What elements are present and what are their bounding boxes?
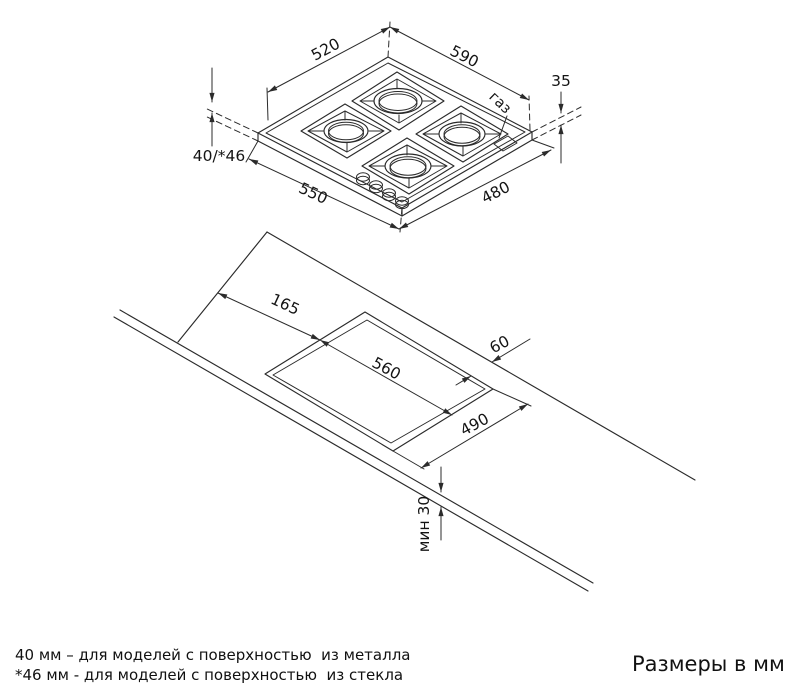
- cutout-inner-outline: [273, 320, 485, 443]
- dim-label-590: 590: [446, 41, 482, 72]
- dim-label-60: 60: [486, 332, 513, 358]
- dim-label-165: 165: [267, 290, 303, 319]
- worktop-cutout-view: [114, 232, 695, 591]
- dim-label-490: 490: [457, 409, 492, 440]
- burner-left: [301, 104, 391, 158]
- hob-isometric-view: [193, 22, 581, 232]
- cutout-outline: [265, 312, 493, 451]
- dim-label-35: 35: [551, 72, 571, 90]
- note-glass-surface: *46 мм - для моделей с поверхностью из стекла: [15, 666, 404, 684]
- dim-label-480: 480: [478, 177, 514, 208]
- dim-label-min-30: мин 30: [415, 495, 433, 553]
- units-caption: Размеры в мм: [632, 652, 785, 676]
- dim-label-560: 560: [369, 353, 404, 384]
- gas-label: газ: [485, 88, 515, 118]
- note-metal-surface: 40 мм – для моделей с поверхностью из металла: [15, 646, 411, 664]
- worktop-front-edge: [120, 310, 593, 583]
- worktop-end-edge: [178, 232, 267, 342]
- dim-label-550: 550: [295, 179, 331, 208]
- hob-projection-lines: [205, 22, 581, 232]
- dim-label-520: 520: [308, 34, 343, 65]
- dim-label-40-46: 40/*46: [192, 147, 246, 165]
